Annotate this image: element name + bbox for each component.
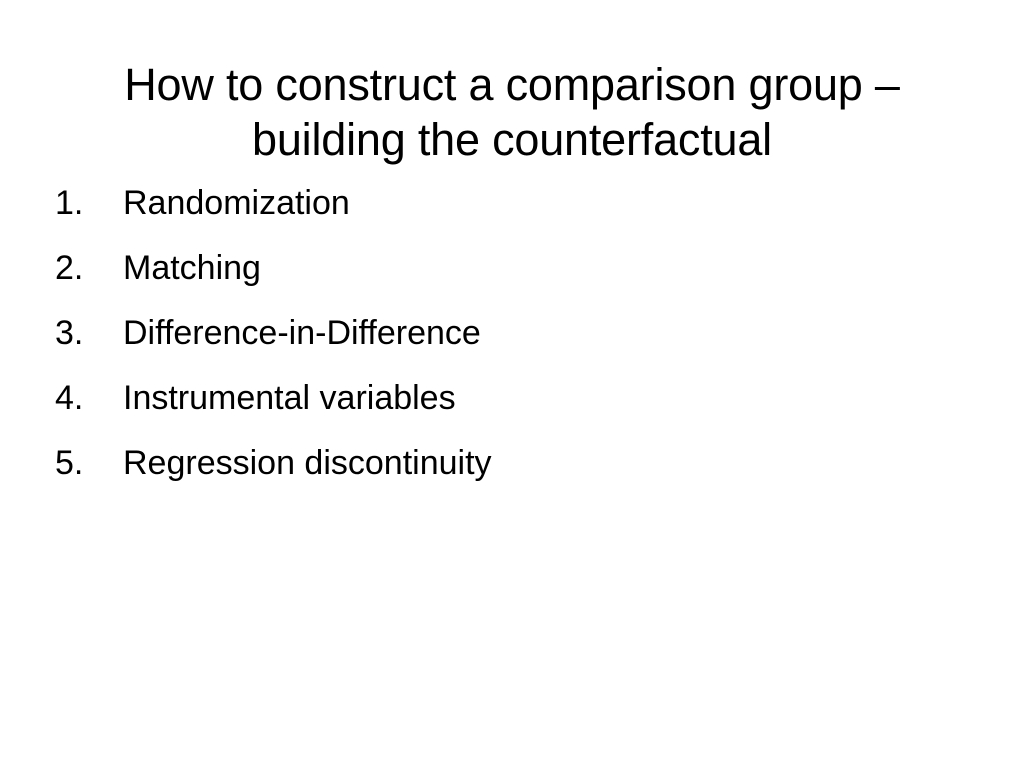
list-item — [55, 381, 955, 415]
list-item-label: Regression discontinuity — [123, 444, 492, 482]
list-item — [55, 446, 955, 480]
list-item-label: Instrumental variables — [123, 379, 456, 417]
list-item-label: Randomization — [123, 184, 350, 222]
list-item-number: 2. — [55, 249, 84, 287]
list-item-number: 5. — [55, 444, 84, 482]
numbered-method-list — [55, 186, 955, 511]
list-item-number: 4. — [55, 379, 84, 417]
list-item — [55, 251, 955, 285]
list-item-number: 1. — [55, 184, 84, 222]
list-item — [55, 186, 955, 220]
list-item-label: Difference-in-Difference — [123, 314, 481, 352]
list-item-number: 3. — [55, 314, 84, 352]
list-item — [55, 316, 955, 350]
page-title: How to construct a comparison group – building the counterfactual — [124, 59, 900, 166]
list-item-label: Matching — [123, 249, 261, 287]
